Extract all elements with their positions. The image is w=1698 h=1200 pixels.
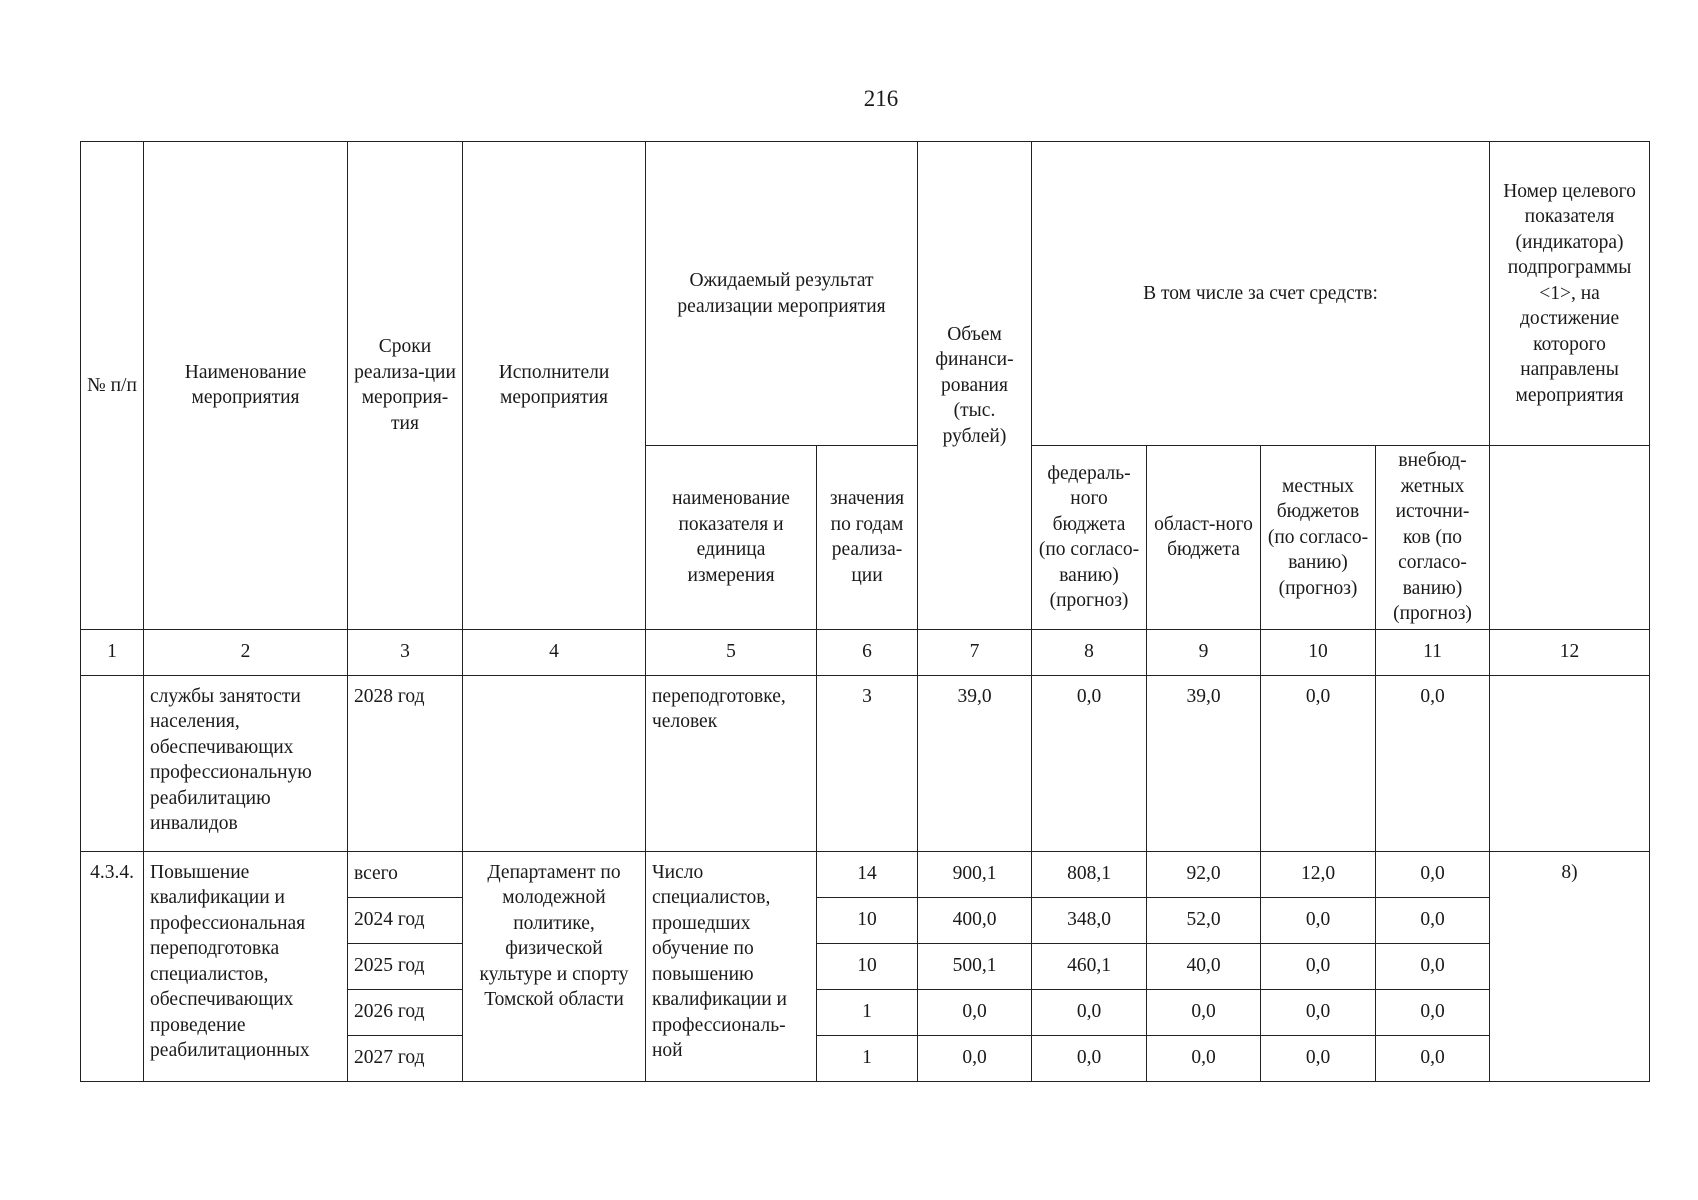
cell-term: всего	[348, 851, 463, 897]
cell-term: 2028 год	[348, 675, 463, 851]
cell-indicator: переподготовке, человек	[646, 675, 817, 851]
page-number: 216	[863, 86, 899, 111]
cell-executor	[463, 675, 646, 851]
cell-volume: 0,0	[918, 1035, 1032, 1081]
col-num: 5	[646, 629, 817, 675]
header-including: В том числе за счет средств:	[1032, 142, 1490, 446]
cell-local: 0,0	[1261, 989, 1376, 1035]
col-num: 8	[1032, 629, 1147, 675]
cell-regional: 92,0	[1147, 851, 1261, 897]
cell-local: 0,0	[1261, 1035, 1376, 1081]
cell-term: 2027 год	[348, 1035, 463, 1081]
col-num: 6	[817, 629, 918, 675]
cell-local: 0,0	[1261, 897, 1376, 943]
cell-federal: 348,0	[1032, 897, 1147, 943]
cell-name: Повышение квалификации и профессиональная переподготовка специалистов, обеспечивающих проведение реабилитационных	[144, 851, 348, 1081]
cell-regional: 52,0	[1147, 897, 1261, 943]
header-local: местных бюджетов (по согласо-ванию) (прогноз)	[1261, 446, 1376, 630]
header-volume: Объем финанси-рования (тыс. рублей)	[918, 142, 1032, 630]
table-row-continuation	[81, 675, 1650, 851]
cell-value: 3	[817, 675, 918, 851]
cell-regional: 0,0	[1147, 1035, 1261, 1081]
header-name: Наименование мероприятия	[144, 142, 348, 630]
cell-term: 2026 год	[348, 989, 463, 1035]
cell-regional: 40,0	[1147, 943, 1261, 989]
col-num: 7	[918, 629, 1032, 675]
header-regional: област-ного бюджета	[1147, 446, 1261, 630]
header-target: Номер целевого показателя (индикатора) подпрограммы <1>, на достижение которого направлены мероприятия	[1490, 142, 1650, 446]
activities-table	[80, 141, 1650, 1082]
cell-federal: 808,1	[1032, 851, 1147, 897]
col-num: 4	[463, 629, 646, 675]
cell-target: 8)	[1490, 851, 1650, 1081]
col-num: 2	[144, 629, 348, 675]
header-expected-result: Ожидаемый результат реализации мероприятия	[646, 142, 918, 446]
header-federal: федераль-ного бюджета (по согласо-ванию) (прогноз)	[1032, 446, 1147, 630]
header-num: № п/п	[81, 142, 144, 630]
col-num: 3	[348, 629, 463, 675]
column-numbers-row	[81, 629, 1650, 675]
cell-volume: 900,1	[918, 851, 1032, 897]
cell-federal: 0,0	[1032, 989, 1147, 1035]
cell-name: службы занятости населения, обеспечивающих профессиональную реабилитацию инвалидов	[144, 675, 348, 851]
cell-federal: 0,0	[1032, 675, 1147, 851]
cell-local: 0,0	[1261, 943, 1376, 989]
col-num: 10	[1261, 629, 1376, 675]
col-num: 9	[1147, 629, 1261, 675]
header-terms: Сроки реализа-ции мероприя-тия	[348, 142, 463, 630]
cell-value: 1	[817, 1035, 918, 1081]
cell-federal: 460,1	[1032, 943, 1147, 989]
cell-target	[1490, 675, 1650, 851]
cell-local: 0,0	[1261, 675, 1376, 851]
cell-extrabudget: 0,0	[1376, 943, 1490, 989]
header-row-1	[81, 142, 1650, 446]
cell-extrabudget: 0,0	[1376, 989, 1490, 1035]
header-indicator-values: значения по годам реализа-ции	[817, 446, 918, 630]
col-num: 1	[81, 629, 144, 675]
cell-term: 2025 год	[348, 943, 463, 989]
header-target-empty	[1490, 446, 1650, 630]
cell-indicator: Число специалистов, прошедших обучение по повышению квалификации и профессиональ-ной	[646, 851, 817, 1081]
cell-federal: 0,0	[1032, 1035, 1147, 1081]
cell-value: 10	[817, 897, 918, 943]
header-executors: Исполнители мероприятия	[463, 142, 646, 630]
cell-num: 4.3.4.	[81, 851, 144, 1081]
header-indicator-name: наименование показателя и единица измерения	[646, 446, 817, 630]
cell-regional: 39,0	[1147, 675, 1261, 851]
cell-extrabudget: 0,0	[1376, 675, 1490, 851]
cell-volume: 500,1	[918, 943, 1032, 989]
cell-regional: 0,0	[1147, 989, 1261, 1035]
cell-volume: 0,0	[918, 989, 1032, 1035]
cell-value: 1	[817, 989, 918, 1035]
cell-extrabudget: 0,0	[1376, 1035, 1490, 1081]
cell-value: 10	[817, 943, 918, 989]
cell-value: 14	[817, 851, 918, 897]
cell-volume: 400,0	[918, 897, 1032, 943]
cell-term: 2024 год	[348, 897, 463, 943]
col-num: 11	[1376, 629, 1490, 675]
cell-volume: 39,0	[918, 675, 1032, 851]
header-extrabudget: внебюд-жетных источни-ков (по согласо-ванию) (прогноз)	[1376, 446, 1490, 630]
cell-extrabudget: 0,0	[1376, 897, 1490, 943]
cell-num	[81, 675, 144, 851]
cell-local: 12,0	[1261, 851, 1376, 897]
cell-executor: Департамент по молодежной политике, физической культуре и спорту Томской области	[463, 851, 646, 1081]
cell-extrabudget: 0,0	[1376, 851, 1490, 897]
table-row-total	[81, 851, 1650, 897]
col-num: 12	[1490, 629, 1650, 675]
